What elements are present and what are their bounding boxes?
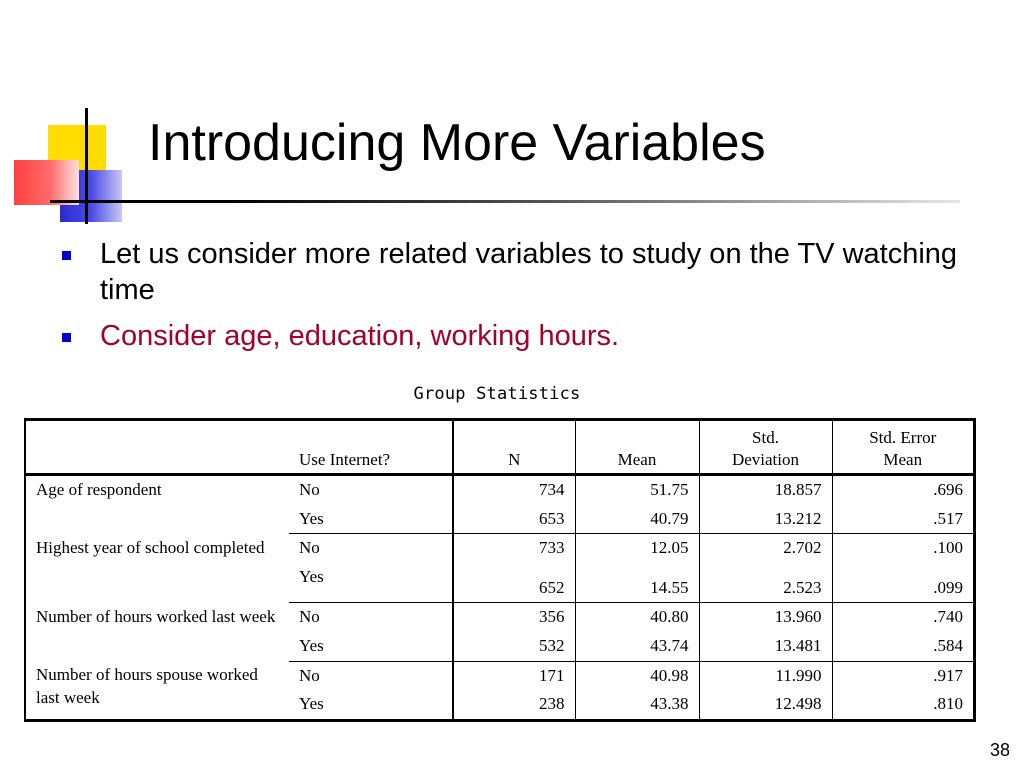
row-group: Yes: [289, 505, 453, 534]
row-mean: 40.80: [575, 603, 699, 632]
header-std-err-line1: Std. Error: [869, 428, 937, 447]
row-se: .584: [832, 632, 975, 661]
row-group: No: [289, 661, 453, 690]
logo-red-square: [14, 160, 79, 205]
logo-vertical-rule: [85, 108, 88, 224]
row-mean: 40.79: [575, 505, 699, 534]
table-row: [25, 603, 975, 632]
row-mean: 51.75: [575, 475, 699, 505]
row-sd: 12.498: [699, 690, 832, 720]
row-mean: 12.05: [575, 534, 699, 563]
header-std-err: [832, 420, 975, 475]
row-mean: 43.74: [575, 632, 699, 661]
table-row: [25, 534, 975, 563]
row-sd: 13.481: [699, 632, 832, 661]
row-mean: 43.38: [575, 690, 699, 720]
header-std-dev-line2: Deviation: [731, 450, 800, 469]
square-bullet-icon: [62, 251, 71, 260]
row-sd: 11.990: [699, 661, 832, 690]
row-sd: 2.702: [699, 534, 832, 563]
row-n: 653: [453, 505, 575, 534]
row-mean: 40.98: [575, 661, 699, 690]
slide-title: Introducing More Variables: [148, 114, 766, 172]
slide-number: 38: [989, 740, 1010, 760]
row-se: .917: [933, 665, 963, 685]
row-n: 652: [453, 563, 575, 603]
header-group: Use Internet?: [289, 420, 453, 475]
square-bullet-icon: [62, 333, 71, 342]
row-n: 356: [453, 603, 575, 632]
row-label: Number of hours spouse worked last week: [36, 665, 258, 708]
row-n: 532: [453, 632, 575, 661]
bullet-item: [62, 318, 1002, 354]
bullet-text: Let us consider more related variables to study on the TV watching time: [100, 238, 958, 306]
bullet-list: [62, 236, 1002, 364]
bullet-text: Consider age, education, working hours.: [100, 320, 620, 352]
row-sd: 13.960: [699, 603, 832, 632]
row-se: .100: [933, 538, 963, 558]
group-statistics-table: [24, 418, 976, 722]
row-n: 171: [453, 661, 575, 690]
row-group: No: [289, 475, 453, 505]
row-se: .099: [832, 563, 975, 603]
header-std-dev: [699, 420, 832, 475]
header-mean: Mean: [575, 420, 699, 475]
table-header-row: [25, 420, 975, 475]
row-se: .740: [933, 607, 963, 627]
row-se: .696: [933, 480, 963, 499]
row-group: No: [289, 534, 453, 563]
header-n: N: [453, 420, 575, 475]
table-row: [25, 661, 975, 690]
row-se: .517: [832, 505, 975, 534]
bullet-item: [62, 236, 1002, 308]
table-caption: Group Statistics: [413, 384, 581, 404]
row-n: 734: [453, 475, 575, 505]
row-group: No: [289, 603, 453, 632]
row-sd: 18.857: [699, 475, 832, 505]
row-n: 238: [453, 690, 575, 720]
row-sd: 13.212: [699, 505, 832, 534]
row-group: Yes: [289, 632, 453, 661]
row-sd: 2.523: [699, 563, 832, 603]
table-row: [25, 475, 975, 505]
header-std-err-line2: Mean: [883, 450, 923, 469]
row-mean: 14.55: [575, 563, 699, 603]
row-label: Number of hours worked last week: [36, 606, 276, 626]
row-group: Yes: [289, 563, 453, 603]
row-n: 733: [453, 534, 575, 563]
row-label: Highest year of school completed: [36, 537, 265, 557]
header-std-dev-line1: Std.: [752, 428, 779, 447]
row-group: Yes: [289, 690, 453, 720]
title-underline-rule: [50, 200, 960, 203]
row-label: Age of respondent: [36, 480, 162, 499]
header-blank: [25, 420, 289, 475]
row-se: .810: [933, 694, 963, 714]
